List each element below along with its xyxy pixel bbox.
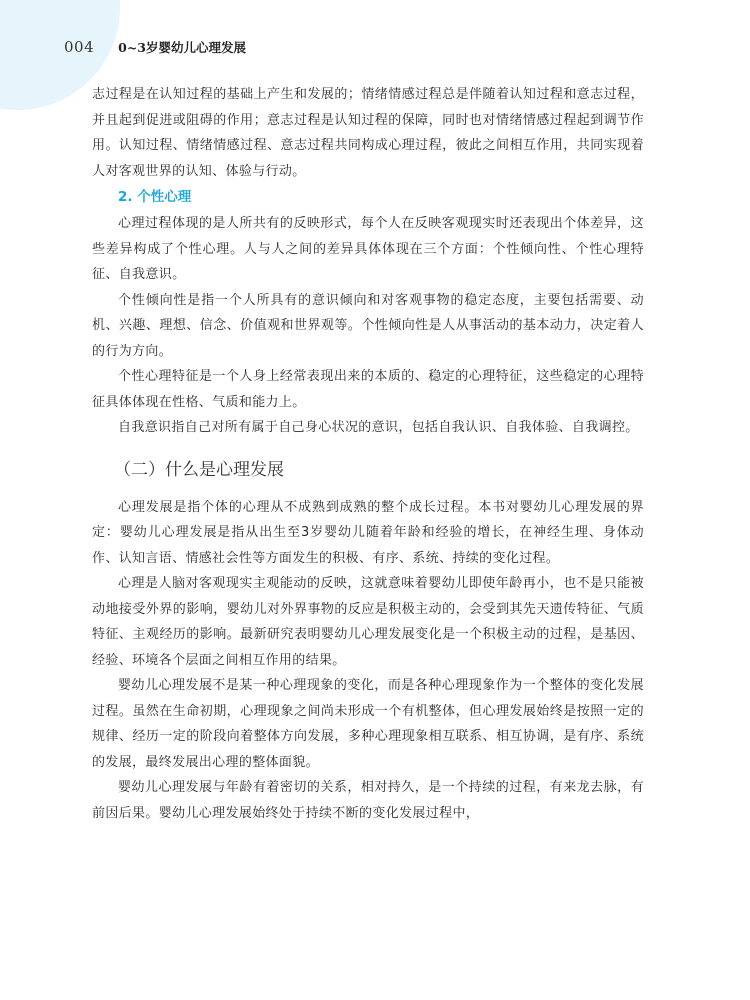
paragraph: 心理是人脑对客观现实主观能动的反映，这就意味着婴幼儿即使年龄再小，也不是只能被动地接受外界的影响，婴幼儿对外界事物的反应是积极主动的，会受到其先天遗传特征、气质特征、主观经历的影响。最新研究表明婴幼儿心理发展变化是一个积极主动的过程，是基因、经验、环境各个层面之间相互作用的结果。 [92,576,644,668]
paragraph: 个性心理特征是一个人身上经常表现出来的本质的、稳定的心理特征，这些稳定的心理特征具体体现在性格、气质和能力上。 [92,369,644,410]
paragraph: 个性倾向性是指一个人所具有的意识倾向和对客观事物的稳定态度，主要包括需要、动机、兴趣、理想、信念、价值观和世界观等。个性倾向性是人从事活动的基本动力，决定着人的行为方向。 [92,292,644,359]
paragraph: 婴幼儿心理发展不是某一种心理现象的变化，而是各种心理现象作为一个整体的变化发展过程。虽然在生命初期，心理现象之间尚未形成一个有机整体，但心理发展始终是按照一定的规律、经历一定的阶段向着整体方向发展，多种心理现象相互联系、相互协调，是有序、系统的发展，最终发展出心理的整体面貌。 [92,678,644,770]
paragraph: 自我意识指自己对所有属于自己身心状况的意识，包括自我认识、自我体验、自我调控。 [118,420,639,435]
subheading-personality-psychology: 2. 个性心理 [118,189,192,205]
page-header [64,38,246,62]
page-body [92,82,644,826]
section-heading-psychological-development: （二）什么是心理发展 [114,459,284,480]
paragraph: 心理过程体现的是人所共有的反映形式，每个人在反映客观现实时还表现出个体差异，这些差异构成了个性心理。人与人之间的差异具体体现在三个方面：个性倾向性、个性心理特征、自我意识。 [92,216,644,282]
paragraph: 心理发展是指个体的心理从不成熟到成熟的整个成长过程。本书对婴幼儿心理发展的界定：婴幼儿心理发展是指从出生至3岁婴幼儿随着年龄和经验的增长，在神经生理、身体动作、认知言语、情感社会性等方面发生的积极、有序、系统、持续的变化过程。 [92,499,644,566]
paragraph-continued: 志过程是在认知过程的基础上产生和发展的；情绪情感过程总是伴随着认知过程和意志过程，并且起到促进或阻碍的作用；意志过程是认知过程的保障，同时也对情绪情感过程起到调节作用。认知过程、情绪情感过程、意志过程共同构成心理过程，彼此之间相互作用，共同实现着人对客观世界的认知、体验与行动。 [92,87,644,179]
running-title: 0~3岁婴幼儿心理发展 [118,40,247,55]
page-number: 004 [64,38,95,56]
paragraph: 婴幼儿心理发展与年龄有着密切的关系，相对持久，是一个持续的过程，有来龙去脉，有前因后果。婴幼儿心理发展始终处于持续不断的变化发展过程中， [92,780,644,821]
